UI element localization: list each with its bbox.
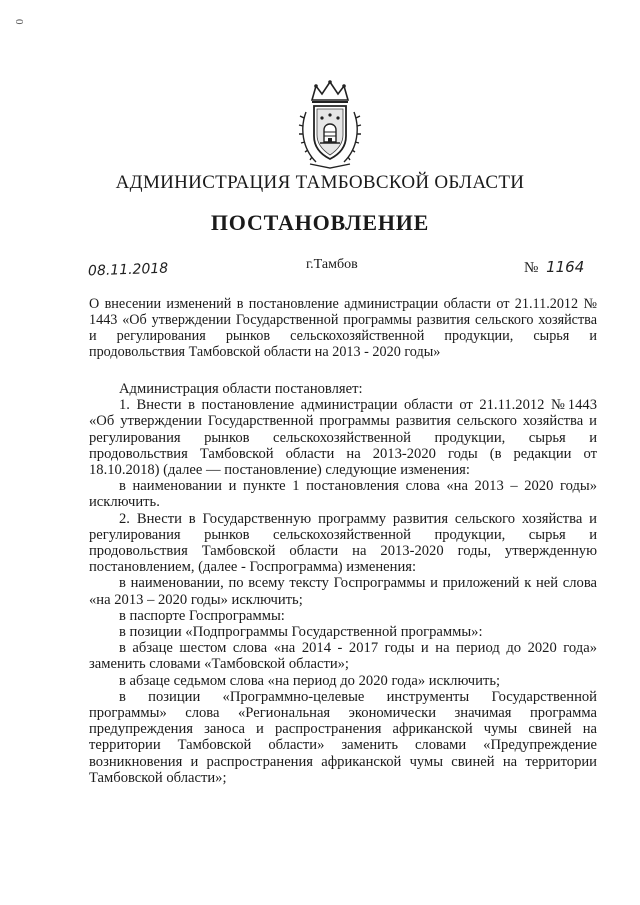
document-subject: О внесении изменений в постановление администрации области от 21.11.2012 № 1443 «Об утверждении Государственной программы развития сельского хозяйства и регулирования рынков сельскохозяйственной продукции, сырья и продовольствия Тамбовской области на 2013 - 2020 годы»	[89, 296, 597, 360]
body-paragraph: в абзаце шестом слова «на 2014 - 2017 годы и на период до 2020 года» заменить словами «Тамбовской области»;	[89, 640, 597, 673]
body-paragraph: Администрация области постановляет:	[119, 381, 363, 397]
document-type-title: ПОСТАНОВЛЕНИЕ	[210, 210, 430, 235]
body-paragraph: в абзаце седьмом слова «на период до 2020 года» исключить;	[119, 672, 501, 689]
body-paragraph: 1. Внести в постановление администрации области от 21.11.2012 №1443 «Об утверждении Государственной программы развития сельского хозяйства и регулирования рынков сельскохозяйственной продукции, сырья и продовольствия Тамбовской области на 2013-2020 годы (в редакции от 18.10.2018) (далее — постановление) следующие изменения:	[89, 397, 597, 479]
body-paragraph: в позиции «Программно-целевые инструменты Государственной программы» слова «Региональная экономически значимая программа предупреждения заноса и распространения африканской чумы свиней на территории Тамбовской области» заменить словами «Предупреждение возникновения и распространения африканской чумы свиней на территории Тамбовской области»;	[89, 688, 597, 786]
document-city: г.Тамбов	[306, 257, 358, 272]
body-paragraph: в наименовании, по всему тексту Госпрограммы и приложений к ней слова «на 2013 – 2020 годы» исключить;	[89, 575, 597, 608]
document-date: 08.11.2018	[87, 260, 169, 280]
document-number	[524, 258, 584, 277]
corner-mark: 0	[14, 18, 26, 25]
number-value: 1164	[546, 258, 585, 276]
coat-of-arms-icon	[298, 78, 362, 170]
organization-title: АДМИНИСТРАЦИЯ ТАМБОВСКОЙ ОБЛАСТИ	[115, 172, 525, 193]
body-paragraph: в позиции «Подпрограммы Государственной программы»:	[119, 624, 483, 641]
number-label: №	[524, 260, 539, 276]
body-paragraph: в наименовании и пункте 1 постановления слова «на 2013 – 2020 годы» исключить.	[89, 478, 597, 511]
document-body	[89, 381, 597, 786]
body-paragraph: в паспорте Госпрограммы:	[119, 607, 285, 624]
body-paragraph: 2. Внести в Государственную программу развития сельского хозяйства и регулирования рынков сельскохозяйственной продукции, сырья и продовольствия Тамбовской области на 2013-2020 годы, утвержденную постановлением, (далее - Госпрограмма) изменения:	[89, 510, 597, 576]
